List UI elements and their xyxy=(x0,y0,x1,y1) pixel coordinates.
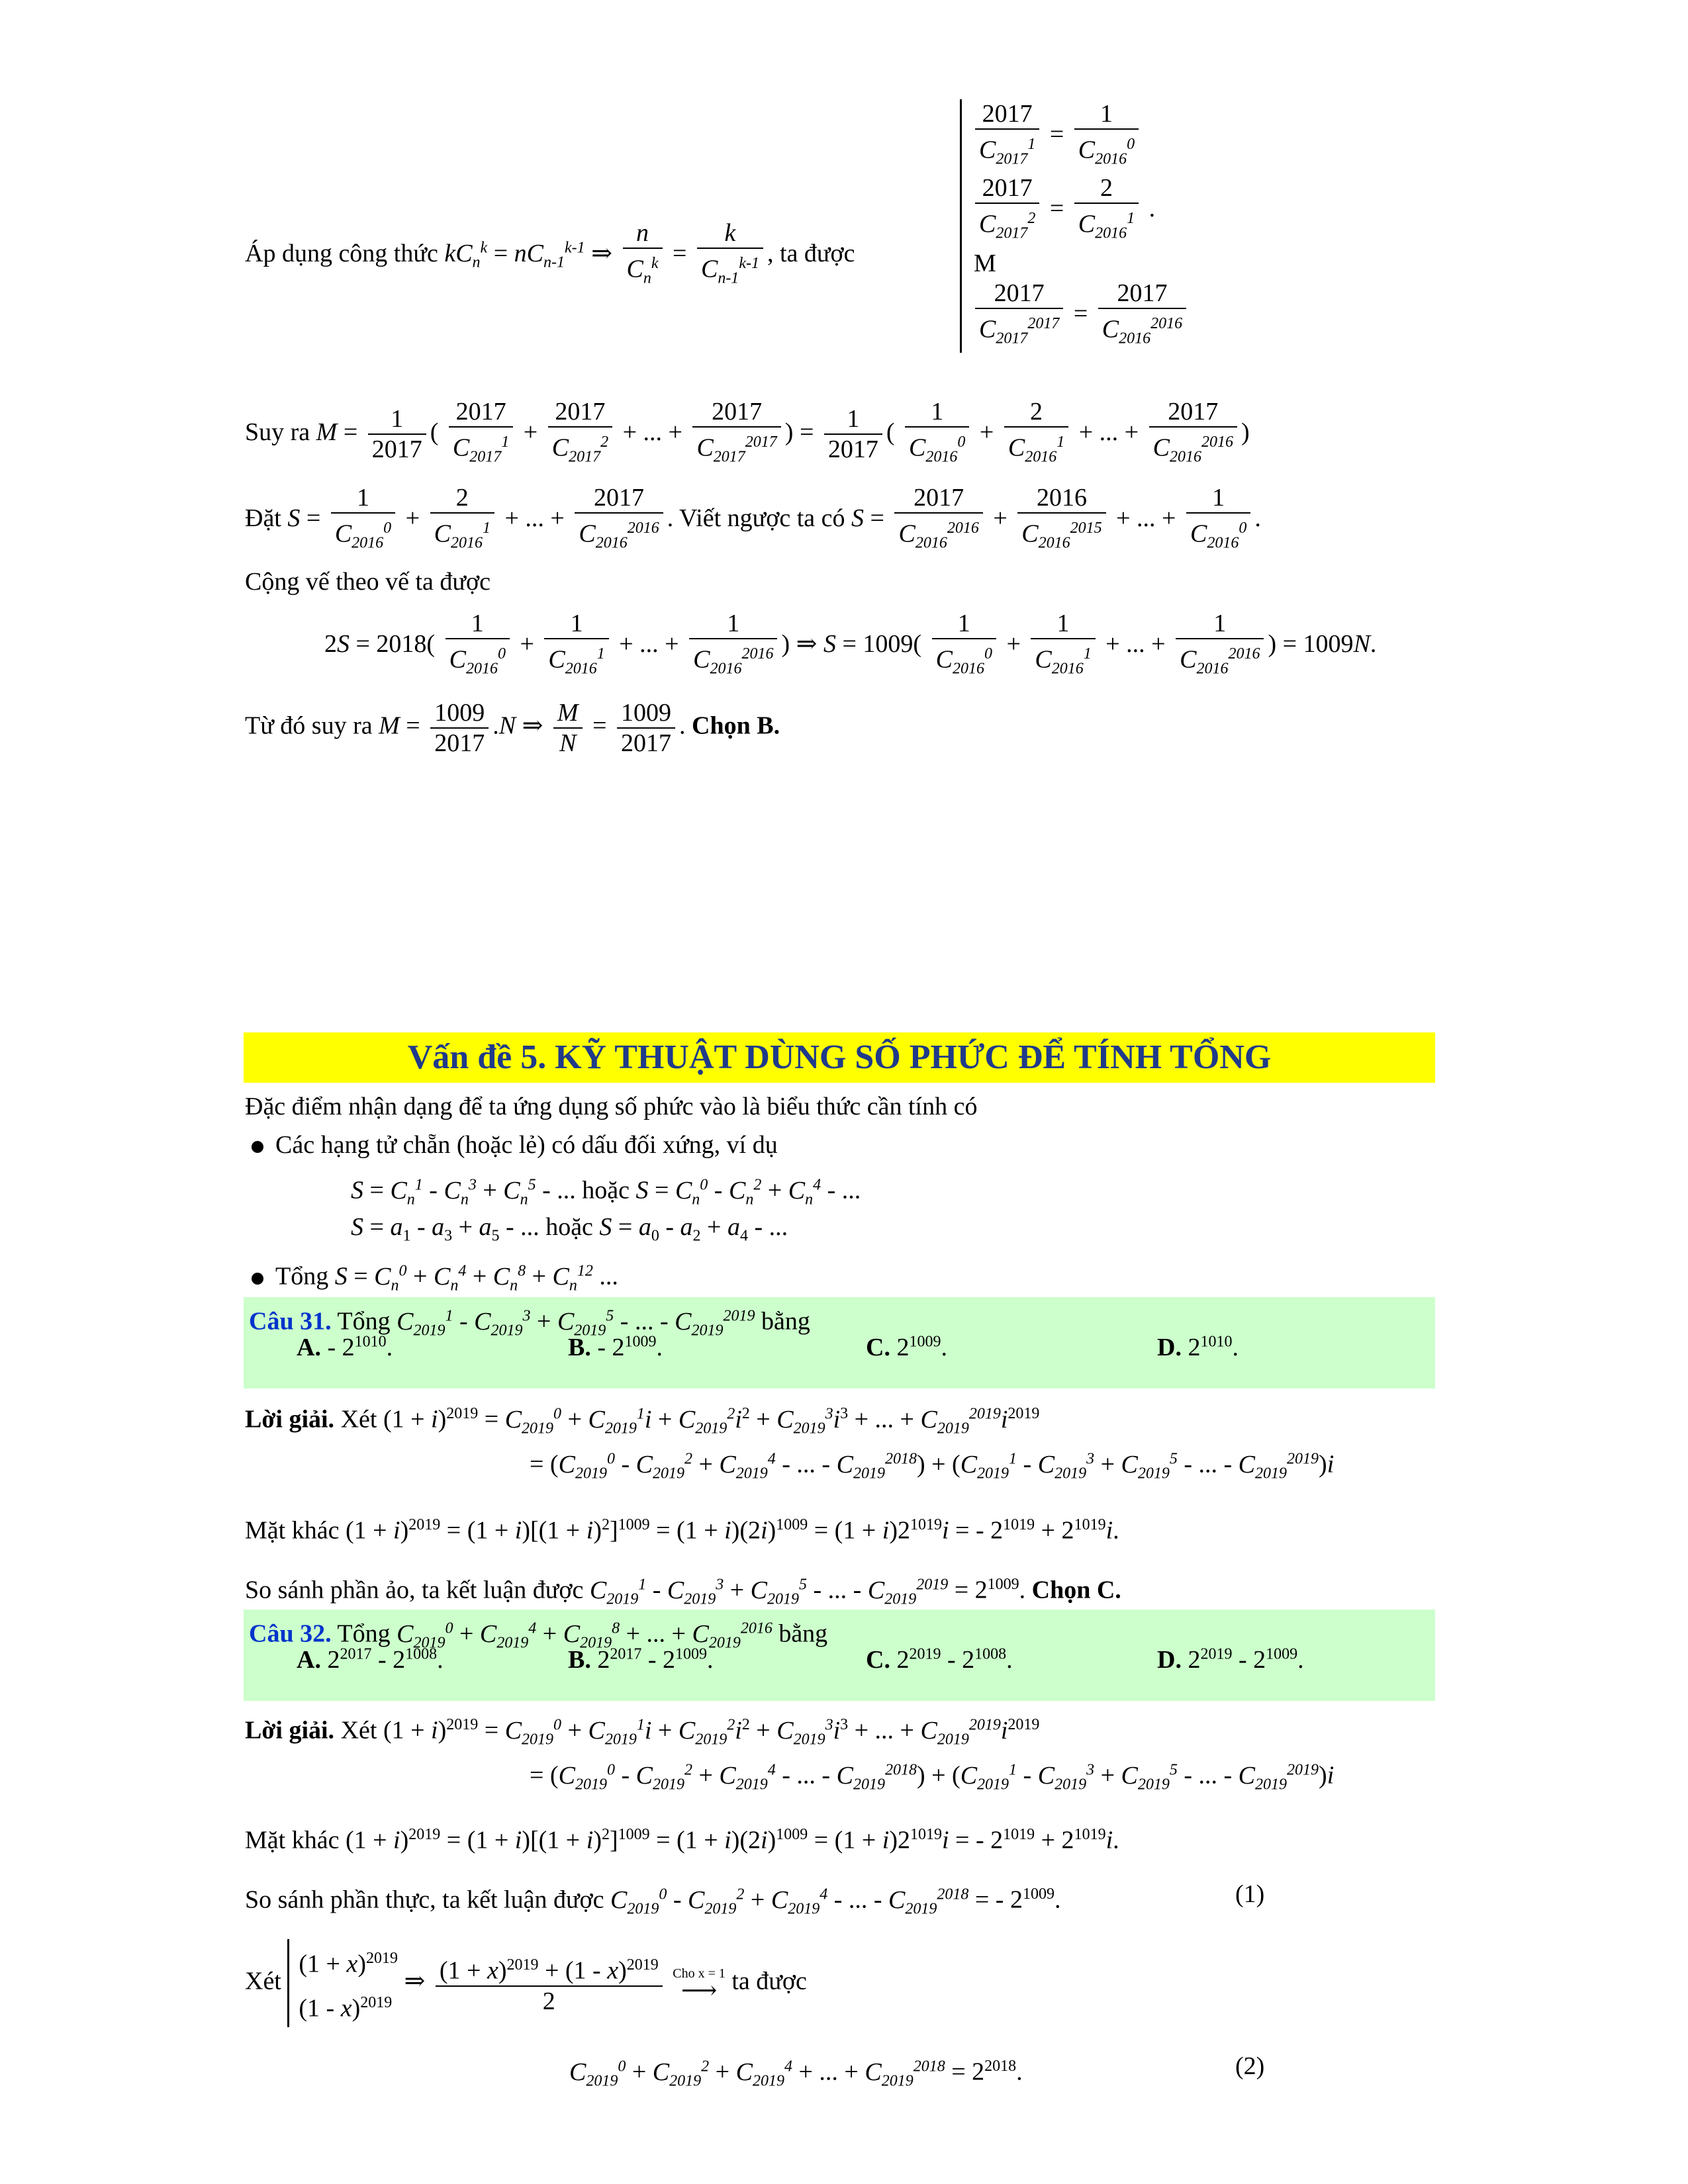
eq-label-1: (1) xyxy=(1235,1880,1265,1908)
sys-row: M xyxy=(974,249,996,277)
q31-solution-3: Mặt khác $(1 + i)^{2019} = (1 + i)[(1 + i)^2]^{1009} = (1 + i)(2i)^{1009} = (1 + i)2^{1019}i$ = - $2^{1019} + 2^{1019}i$. xyxy=(245,1516,1119,1545)
line-2s: 2S = 2018( $\frac{1}{C_{2016}^0}$ + $\frac{1}{C_{2016}^1}$ + ... + $\frac{1}{C_{2016}^{2016}}$ ) ⇒ S = 1009( $\frac{1}{C_{2016}^0}$ + $\frac{1}{C_{2016}^1}$ + ... + $\frac{1}{C_{2016}^{2016}}$ ) = 1009N. xyxy=(324,610,1377,678)
q31-solution-2: = ($C_{2019}^0 - C_{2019}^2 + C_{2019}^4$ - ... - $C_{2019}^{2018}) + (C_{2019}^1 - C_{2019}^3 + C_{2019}^5$ - ... - $C_{2019}^{2019})i$ xyxy=(530,1450,1335,1482)
sys-row: $\frac{2017}{C_{2017}^{2017}}$ = $\frac{2017}{C_{2016}^{2016}}$ xyxy=(971,279,1190,353)
option-d[interactable]: D. $2^{2019} - 2^{1009}$. xyxy=(1157,1645,1304,1674)
system-brace: $(1 + x)^{2019}$ (1 - x)$^{2019}$ xyxy=(287,1939,398,2027)
option-d[interactable]: D. $2^{1010}$. xyxy=(1157,1333,1239,1361)
option-c[interactable]: C. $2^{1009}$. xyxy=(866,1333,947,1361)
bullet-dot-icon xyxy=(252,1141,263,1153)
q32-real-part: So sánh phần thực, ta kết luận được $C_{2019}^0 - C_{2019}^2 + C_{2019}^4$ - ... - $C_{2019}^{2018}$ = - $2^{1009}$. xyxy=(245,1886,1061,1918)
option-a[interactable]: A. $2^{2017} - 2^{1008}$. xyxy=(297,1645,444,1674)
eq-label-2: (2) xyxy=(1235,2052,1265,2080)
line-apply-formula: Áp dụng công thức $kC_n^k = nC_{n-1}^{k-1}$ ⇒ $\frac{n}{C_n^k}$ = $\frac{k}{C_{n-1}^{k-1}}$ , ta được xyxy=(245,219,855,287)
question-32-stem: Câu 32. Tổng $C_{2019}^0 + C_{2019}^4 + C_{2019}^8$ + ... + $C_{2019}^{2016}$ bằng xyxy=(249,1619,828,1652)
bullet-dot-icon xyxy=(252,1273,263,1285)
q32-xet-system: Xét $(1 + x)^{2019}$ (1 - x)$^{2019}$ ⇒ $\frac{(1 + x)^{2019} + (1 - x)^{2019}}{2}$ Cho x = 1 ⟶ ta được xyxy=(245,1939,807,2027)
question-31-box xyxy=(244,1297,1435,1388)
line-cong-ve: Cộng vế theo vế ta được xyxy=(245,568,491,596)
system-of-equations xyxy=(960,99,1190,353)
line-dat-s: Đặt S = $\frac{1}{C_{2016}^0}$ + $\frac{2}{C_{2016}^1}$ + ... + $\frac{2017}{C_{2016}^{2016}}$ . Viết ngược ta có S = $\frac{2017}{C_{2016}^{2016}}$ + $\frac{2016}{C_{2016}^{2015}}$ + ... + $\frac{1}{C_{2016}^0}$ . xyxy=(245,484,1261,552)
question-32-box xyxy=(244,1610,1435,1701)
option-b[interactable]: B. - $2^{1009}$. xyxy=(568,1333,663,1361)
bullet-2: Tổng $S = C_n^0 + C_n^4 + C_n^8 + C_n^{12}$ ... xyxy=(252,1255,618,1301)
q31-solution-1: Lời giải. Xét $(1 + i)^{2019} = C_{2019}^0 + C_{2019}^1i + C_{2019}^2i^2 + C_{2019}^3i^3$ + ... + $C_{2019}^{2019}i^{2019}$ xyxy=(245,1405,1040,1437)
section-intro: Đặc điểm nhận dạng để ta ứng dụng số phức vào là biểu thức cần tính có xyxy=(245,1093,978,1120)
q31-conclusion: So sánh phần ảo, ta kết luận được $C_{2019}^1 - C_{2019}^3 + C_{2019}^5$ - ... - $C_{2019}^{2019} = 2^{1009}$. Chọn C. xyxy=(245,1576,1121,1608)
example-1: $S = C_n^1 - C_n^3 + C_n^5$ - ... hoặc $S = C_n^0 - C_n^2 + C_n^4$ - ... xyxy=(351,1176,861,1208)
option-b[interactable]: B. $2^{2017} - 2^{1009}$. xyxy=(568,1645,714,1674)
option-a[interactable]: A. - $2^{1010}$. xyxy=(297,1333,393,1361)
q32-sum-result: $C_{2019}^0 + C_{2019}^2 + C_{2019}^4$ + ... + $C_{2019}^{2018} = 2^{2018}$. xyxy=(569,2058,1023,2090)
option-c[interactable]: C. $2^{2019} - 2^{1008}$. xyxy=(866,1645,1013,1674)
bullet-1: Các hạng tử chẵn (hoặc lẻ) có dấu đối xứng, ví dụ xyxy=(252,1129,778,1161)
section-title: Vấn đề 5. KỸ THUẬT DÙNG SỐ PHỨC ĐỂ TÍNH TỔNG xyxy=(244,1032,1435,1083)
example-2: $S = a_1 - a_3 + a_5$ - ... hoặc $S = a_0 - a_2 + a_4$ - ... xyxy=(351,1213,788,1245)
line-tu-do: Từ đó suy ra M = $\frac{1009}{2017}$ .N ⇒ $\frac{M}{N}$ = $\frac{1009}{2017}$ . Chọn B. xyxy=(245,699,780,757)
q32-solution-3: Mặt khác $(1 + i)^{2019} = (1 + i)[(1 + i)^2]^{1009} = (1 + i)(2i)^{1009} = (1 + i)2^{1019}i$ = - $2^{1019} + 2^{1019}i$. xyxy=(245,1826,1119,1854)
q32-solution-2: = ($C_{2019}^0 - C_{2019}^2 + C_{2019}^4$ - ... - $C_{2019}^{2018}) + (C_{2019}^1 - C_{2019}^3 + C_{2019}^5$ - ... - $C_{2019}^{2019})i$ xyxy=(530,1761,1335,1794)
line-suy-ra: Suy ra M = $\frac{1}{2017}$ ( $\frac{2017}{C_{2017}^1}$ + $\frac{2017}{C_{2017}^2}$ + ... + $\frac{2017}{C_{2017}^{2017}}$ ) = $\frac{1}{2017}$ ( $\frac{1}{C_{2016}^0}$ + $\frac{2}{C_{2016}^1}$ + ... + $\frac{2017}{C_{2016}^{2016}}$ ) xyxy=(245,398,1250,466)
question-31-stem: Câu 31. Tổng $C_{2019}^1 - C_{2019}^3 + C_{2019}^5$ - ... - $C_{2019}^{2019}$ bằng xyxy=(249,1307,810,1340)
q32-solution-1: Lời giải. Xét $(1 + i)^{2019} = C_{2019}^0 + C_{2019}^1i + C_{2019}^2i^2 + C_{2019}^3i^3$ + ... + $C_{2019}^{2019}i^{2019}$ xyxy=(245,1716,1040,1749)
sys-row: $\frac{2017}{C_{2017}^2}$ = $\frac{2}{C_{2016}^1}$ . xyxy=(971,173,1190,248)
sys-row: $\frac{2017}{C_{2017}^1}$ = $\frac{1}{C_{2016}^0}$ xyxy=(971,99,1190,173)
